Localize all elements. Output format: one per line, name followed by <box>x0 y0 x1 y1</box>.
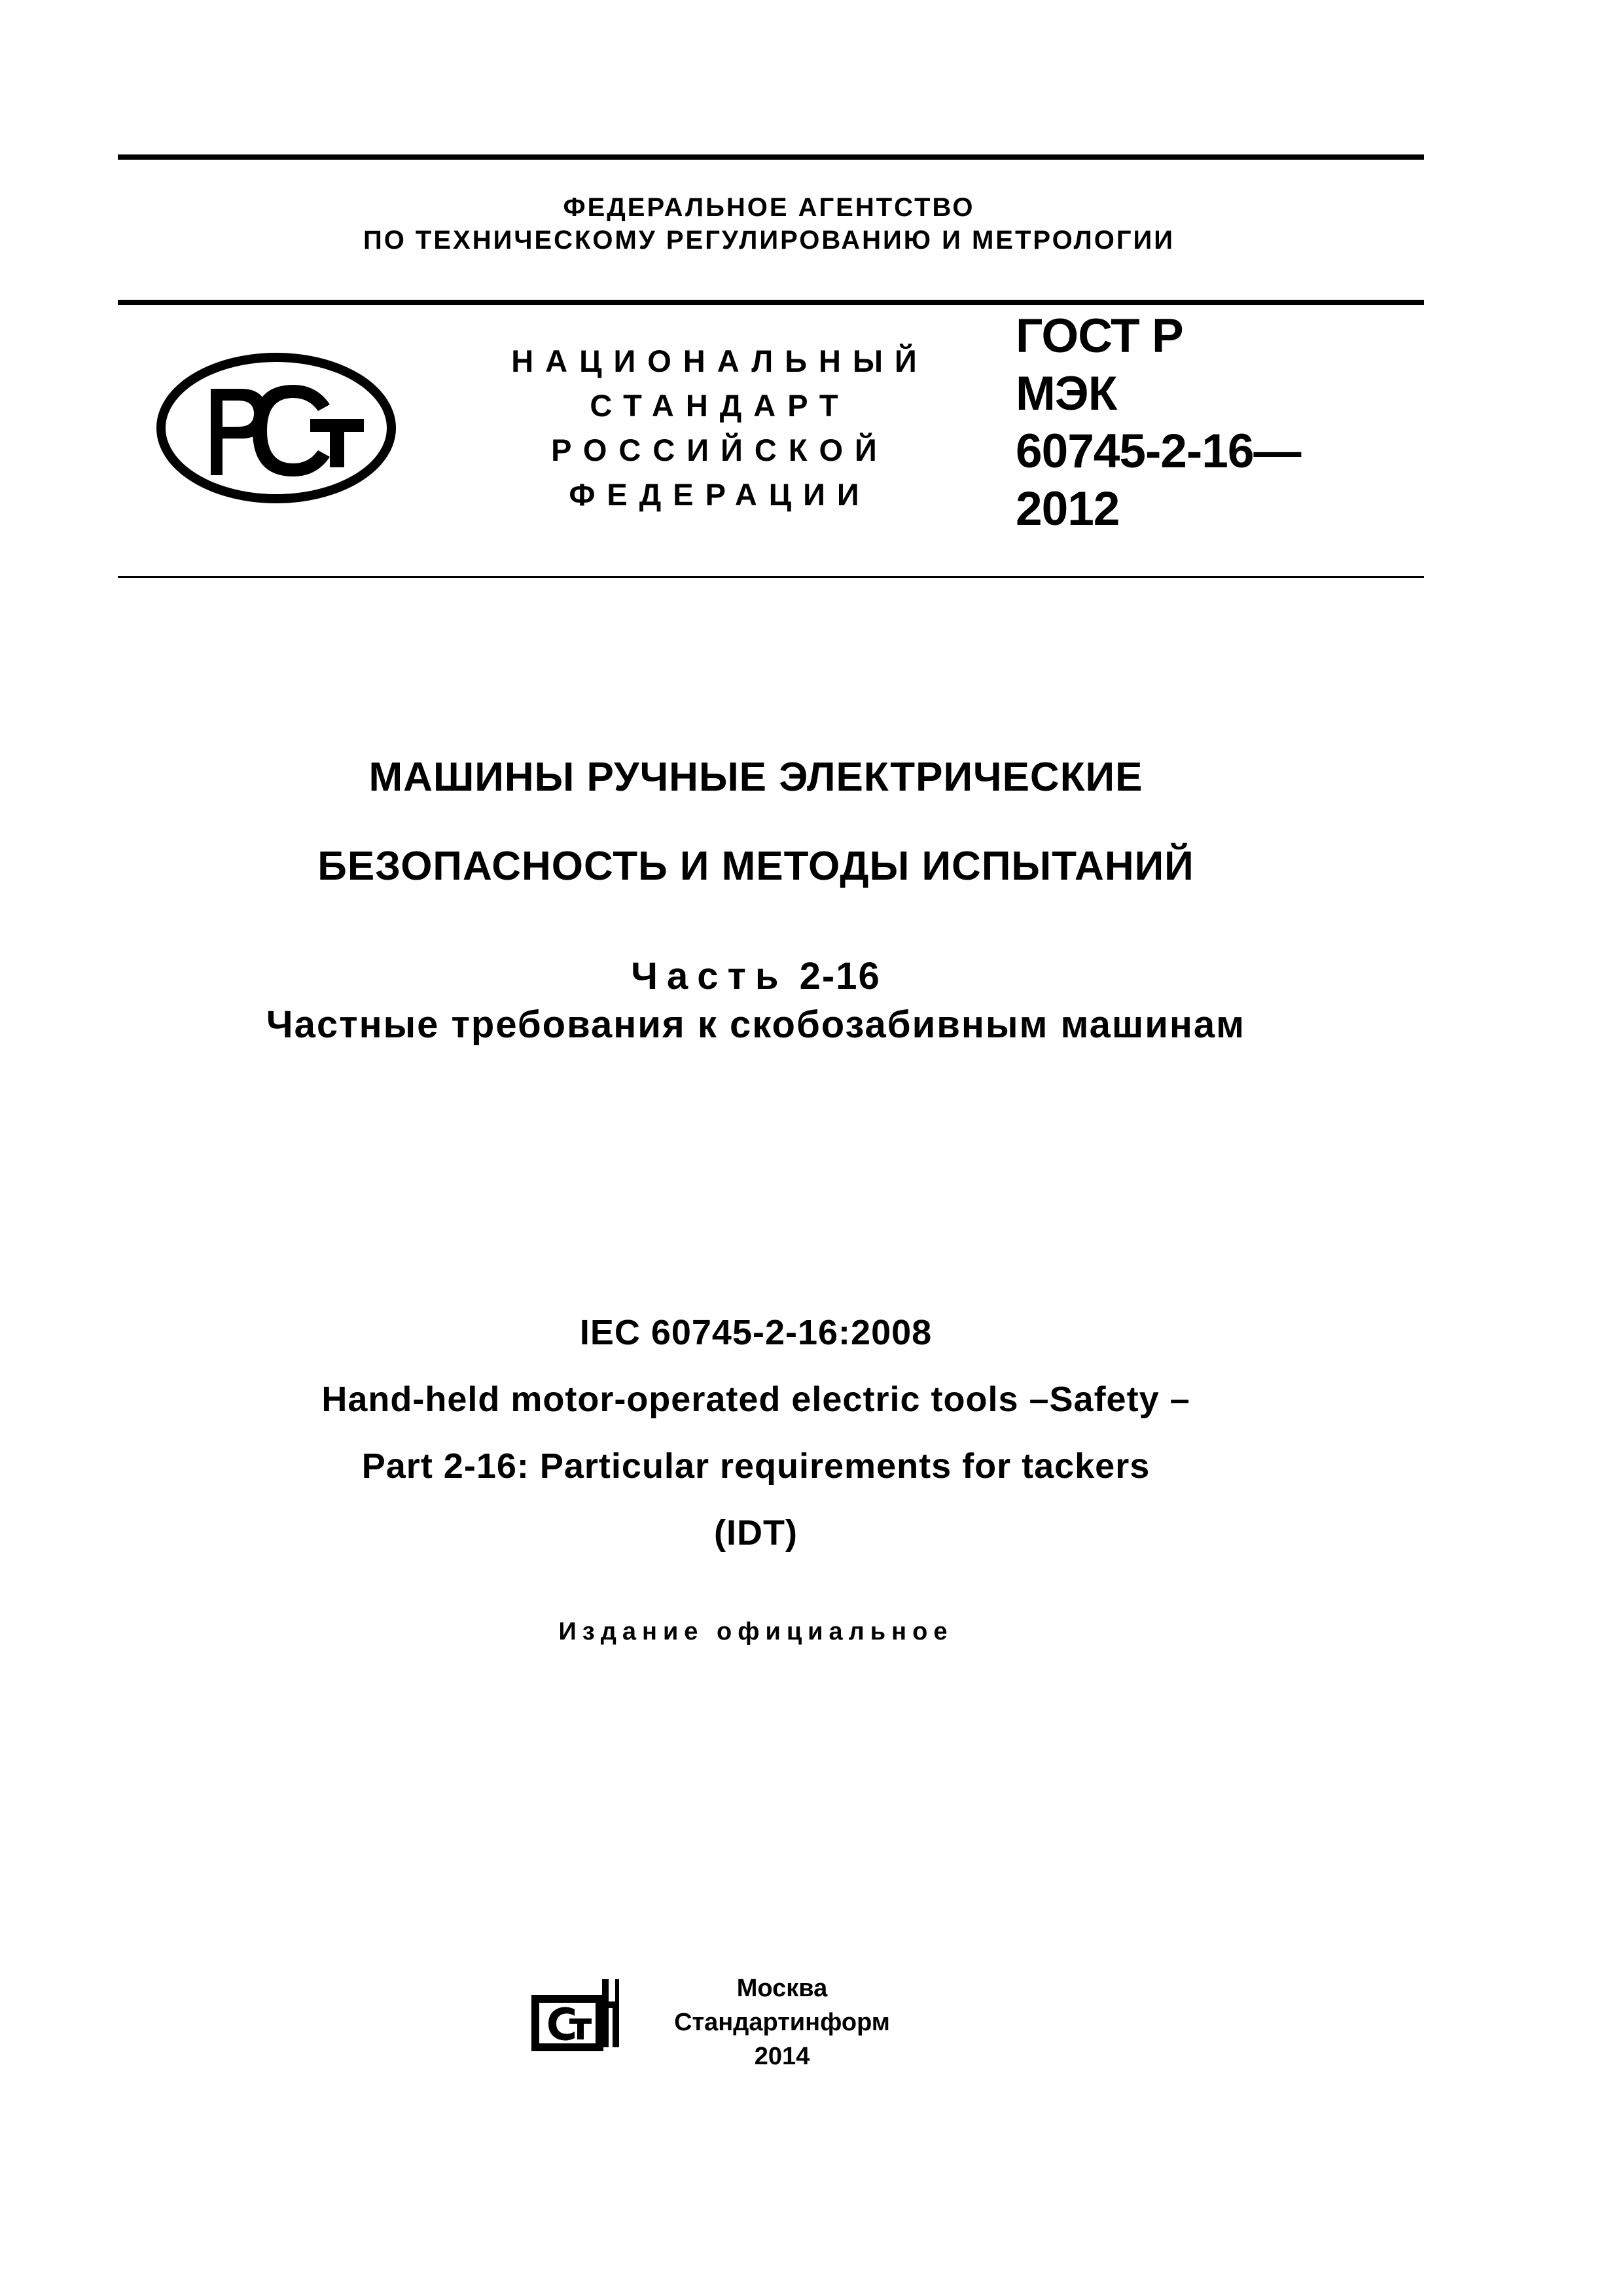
edition-label: Издание официальное <box>558 1618 954 1645</box>
part-subtitle: Частные требования к скобозабивным машинам <box>266 1003 1246 1046</box>
part-heading <box>65 952 1446 1049</box>
iec-title-line-1: Hand-held motor-operated electric tools –Safety – <box>321 1380 1190 1419</box>
part-number-line <box>65 952 1446 1001</box>
part-number: 2-16 <box>799 955 881 997</box>
national-standard-line-4: ФЕДЕРАЦИИ <box>569 477 871 512</box>
agency-header <box>118 191 1420 257</box>
header-rule <box>118 300 1424 305</box>
designation-line-1: ГОСТ Р <box>1016 310 1183 363</box>
iec-reference <box>65 1299 1446 1566</box>
national-standard-line-1: НАЦИОНАЛЬНЫЙ <box>511 344 929 378</box>
designation-line-4: 2012 <box>1016 482 1120 535</box>
standard-designation <box>1016 308 1300 538</box>
iec-title-line-2: Part 2-16: Particular requirements for tackers <box>361 1446 1150 1486</box>
national-standard-line-2: СТАНДАРТ <box>590 388 850 423</box>
publisher-year: 2014 <box>754 2043 810 2070</box>
rst-certification-mark-icon <box>154 351 398 505</box>
agency-line-1: ФЕДЕРАЛЬНОЕ АГЕНТСТВО <box>563 193 975 222</box>
bottom-header-rule <box>118 576 1424 578</box>
title-line-1: МАШИНЫ РУЧНЫЕ ЭЛЕКТРИЧЕСКИЕ <box>368 755 1143 800</box>
designation-line-3: 60745-2-16— <box>1016 425 1301 478</box>
national-standard-label <box>471 339 969 517</box>
publisher-city: Москва <box>736 1975 828 2002</box>
publisher-info <box>635 1971 929 2073</box>
national-standard-line-3: РОССИЙСКОЙ <box>551 433 889 467</box>
part-label: Часть <box>631 955 788 997</box>
publisher-name: Стандартинформ <box>674 2009 890 2036</box>
agency-line-2: ПО ТЕХНИЧЕСКОМУ РЕГУЛИРОВАНИЮ И МЕТРОЛОГИИ <box>363 226 1175 255</box>
designation-line-2: МЭК <box>1016 367 1117 420</box>
title-line-2: БЕЗОПАСНОСТЬ И МЕТОДЫ ИСПЫТАНИЙ <box>317 844 1194 889</box>
document-title <box>65 733 1446 911</box>
standartinform-logo-icon <box>529 1975 620 2054</box>
top-rule <box>118 154 1424 160</box>
iec-idt: (IDT) <box>714 1513 798 1552</box>
iec-code: IEC 60745-2-16:2008 <box>579 1313 933 1352</box>
